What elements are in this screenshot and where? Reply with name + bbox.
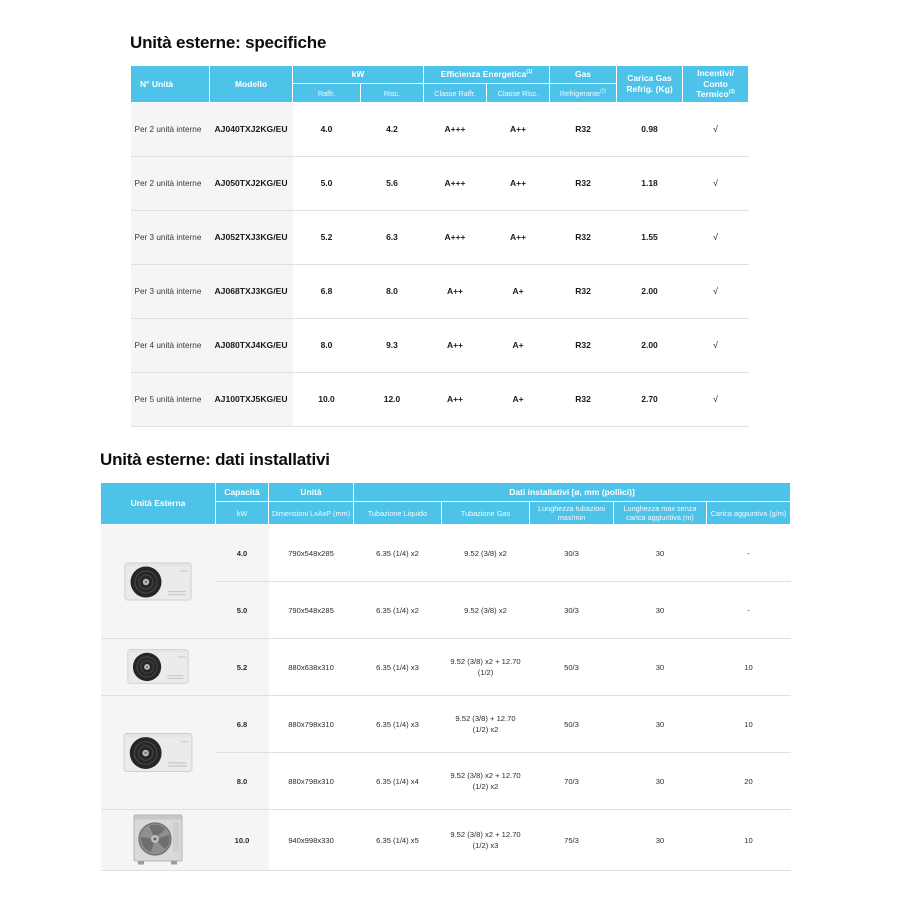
col-group-gas: Gas [550, 66, 617, 84]
cell-classe-risc: A+ [487, 264, 550, 318]
cell-n-unita: Per 4 unità interne [131, 318, 210, 372]
cell-classe-risc: A++ [487, 156, 550, 210]
cell-dimensioni: 940x998x330 [269, 810, 354, 871]
table-row [131, 156, 749, 210]
cell-capacita: 5.2 [216, 639, 269, 696]
cell-dimensioni: 790x548x285 [269, 525, 354, 582]
outdoor-unit-medium-image [101, 696, 216, 810]
cell-modello: AJ050TXJ2KG/EU [210, 156, 293, 210]
cell-lunghezza-max: 30 [614, 582, 707, 639]
col-header-classe-risc: Classe Risc. [487, 84, 550, 102]
cell-classe-risc: A++ [487, 210, 550, 264]
outdoor-unit-medium-image [101, 639, 216, 696]
table-row [101, 639, 791, 696]
col-group-unita: Unità [269, 483, 354, 502]
cell-gas: R32 [550, 318, 617, 372]
cell-capacita: 4.0 [216, 525, 269, 582]
col-header-carica-aggiuntiva: Carica aggiuntiva (g/m) [707, 502, 791, 525]
cell-capacita: 10.0 [216, 810, 269, 871]
cell-modello: AJ068TXJ3KG/EU [210, 264, 293, 318]
cell-lunghezza-tubazioni: 75/3 [530, 810, 614, 871]
cell-n-unita: Per 3 unità interne [131, 210, 210, 264]
cell-lunghezza-max: 30 [614, 753, 707, 810]
col-header-dimensioni: Dimensioni LxAxP (mm) [269, 502, 354, 525]
cell-carica: 2.00 [617, 264, 683, 318]
cell-classe-raffr: A+++ [424, 210, 487, 264]
col-header-tubazione-gas: Tubazione Gas [442, 502, 530, 525]
cell-risc: 6.3 [361, 210, 424, 264]
col-header-carica-gas: Carica Gas Refrig. (Kg) [617, 66, 683, 103]
cell-lunghezza-max: 30 [614, 810, 707, 871]
cell-n-unita: Per 3 unità interne [131, 264, 210, 318]
col-header-modello: Modello [210, 66, 293, 103]
col-header-risc: Risc. [361, 84, 424, 102]
cell-risc: 5.6 [361, 156, 424, 210]
cell-tubazione-gas: 9.52 (3/8) x2 + 12.70 (1/2) [442, 639, 530, 696]
cell-tubazione-liquido: 6.35 (1/4) x2 [354, 582, 442, 639]
cell-modello: AJ100TXJ5KG/EU [210, 372, 293, 426]
col-header-unita-esterna: Unità Esterna [101, 483, 216, 525]
cell-carica: 2.70 [617, 372, 683, 426]
cell-carica: 2.00 [617, 318, 683, 372]
cell-capacita: 8.0 [216, 753, 269, 810]
cell-carica-aggiuntiva: 10 [707, 696, 791, 753]
cell-carica: 0.98 [617, 102, 683, 156]
cell-incentivi-check: √ [683, 372, 749, 426]
cell-dimensioni: 880x798x310 [269, 753, 354, 810]
col-group-dati-installativi: Dati installativi [ø, mm (pollici)] [354, 483, 791, 502]
cell-classe-raffr: A++ [424, 318, 487, 372]
cell-tubazione-gas: 9.52 (3/8) x2 + 12.70 (1/2) x2 [442, 753, 530, 810]
cell-dimensioni: 790x548x285 [269, 582, 354, 639]
cell-risc: 4.2 [361, 102, 424, 156]
cell-incentivi-check: √ [683, 156, 749, 210]
table-specifiche [130, 65, 749, 427]
table-row [131, 372, 749, 426]
cell-n-unita: Per 2 unità interne [131, 156, 210, 210]
section-specifiche [130, 33, 748, 427]
cell-gas: R32 [550, 102, 617, 156]
cell-raffr: 8.0 [293, 318, 361, 372]
cell-dimensioni: 880x798x310 [269, 696, 354, 753]
cell-lunghezza-tubazioni: 30/3 [530, 525, 614, 582]
col-header-incentivi: Incentivi/ Conto Termico$^{(3)}$ [683, 66, 749, 103]
cell-tubazione-liquido: 6.35 (1/4) x3 [354, 639, 442, 696]
cell-lunghezza-tubazioni: 70/3 [530, 753, 614, 810]
cell-carica-aggiuntiva: 10 [707, 810, 791, 871]
cell-classe-raffr: A++ [424, 372, 487, 426]
outdoor-unit-large-image [101, 810, 216, 871]
cell-risc: 12.0 [361, 372, 424, 426]
cell-carica: 1.55 [617, 210, 683, 264]
cell-incentivi-check: √ [683, 102, 749, 156]
cell-classe-risc: A+ [487, 318, 550, 372]
cell-carica-aggiuntiva: - [707, 525, 791, 582]
cell-classe-risc: A++ [487, 102, 550, 156]
table-row [131, 264, 749, 318]
cell-lunghezza-max: 30 [614, 696, 707, 753]
cell-gas: R32 [550, 264, 617, 318]
outdoor-unit-small-image [101, 525, 216, 639]
table-row [101, 696, 791, 753]
cell-classe-raffr: A+++ [424, 156, 487, 210]
cell-raffr: 10.0 [293, 372, 361, 426]
cell-dimensioni: 880x638x310 [269, 639, 354, 696]
cell-capacita: 5.0 [216, 582, 269, 639]
cell-lunghezza-tubazioni: 50/3 [530, 696, 614, 753]
cell-gas: R32 [550, 210, 617, 264]
cell-modello: AJ080TXJ4KG/EU [210, 318, 293, 372]
cell-lunghezza-tubazioni: 50/3 [530, 639, 614, 696]
cell-carica-aggiuntiva: 10 [707, 639, 791, 696]
cell-incentivi-check: √ [683, 264, 749, 318]
cell-raffr: 4.0 [293, 102, 361, 156]
cell-carica-aggiuntiva: - [707, 582, 791, 639]
cell-risc: 9.3 [361, 318, 424, 372]
cell-tubazione-liquido: 6.35 (1/4) x5 [354, 810, 442, 871]
cell-gas: R32 [550, 372, 617, 426]
section-dati-installativi [100, 450, 790, 871]
col-header-n-unita: N° Unità [131, 66, 210, 103]
col-header-lunghezza-max: Lunghezza max senza carica aggiuntiva (m) [614, 502, 707, 525]
cell-gas: R32 [550, 156, 617, 210]
cell-capacita: 6.8 [216, 696, 269, 753]
cell-tubazione-liquido: 6.35 (1/4) x4 [354, 753, 442, 810]
cell-tubazione-gas: 9.52 (3/8) x2 + 12.70 (1/2) x3 [442, 810, 530, 871]
cell-classe-raffr: A+++ [424, 102, 487, 156]
cell-risc: 8.0 [361, 264, 424, 318]
cell-incentivi-check: √ [683, 318, 749, 372]
cell-raffr: 5.2 [293, 210, 361, 264]
table-row [101, 525, 791, 582]
cell-lunghezza-max: 30 [614, 525, 707, 582]
cell-tubazione-gas: 9.52 (3/8) + 12.70 (1/2) x2 [442, 696, 530, 753]
table-dati-installativi [100, 482, 791, 871]
col-group-capacita: Capacità [216, 483, 269, 502]
col-group-kw: kW [293, 66, 424, 84]
table-row [131, 210, 749, 264]
cell-carica-aggiuntiva: 20 [707, 753, 791, 810]
section-title-specifiche: Unità esterne: specifiche [130, 33, 327, 52]
col-header-classe-raffr: Classe Raffr. [424, 84, 487, 102]
table-row [131, 102, 749, 156]
cell-tubazione-gas: 9.52 (3/8) x2 [442, 525, 530, 582]
table-row [101, 810, 791, 871]
cell-tubazione-liquido: 6.35 (1/4) x3 [354, 696, 442, 753]
col-header-lunghezza-tubazioni: Lunghezza tubazioni max/min [530, 502, 614, 525]
col-header-refrigerante: Refrigerante$^{(2)}$ [550, 84, 617, 102]
cell-classe-risc: A+ [487, 372, 550, 426]
cell-lunghezza-tubazioni: 30/3 [530, 582, 614, 639]
cell-incentivi-check: √ [683, 210, 749, 264]
cell-raffr: 6.8 [293, 264, 361, 318]
cell-carica: 1.18 [617, 156, 683, 210]
cell-n-unita: Per 5 unità interne [131, 372, 210, 426]
table-row [131, 318, 749, 372]
col-group-efficienza: Efficienza Energetica$^{(1)}$ [424, 66, 550, 84]
cell-tubazione-liquido: 6.35 (1/4) x2 [354, 525, 442, 582]
cell-raffr: 5.0 [293, 156, 361, 210]
cell-classe-raffr: A++ [424, 264, 487, 318]
col-header-raffr: Raffr. [293, 84, 361, 102]
cell-n-unita: Per 2 unità interne [131, 102, 210, 156]
section-title-dati-installativi: Unità esterne: dati installativi [100, 450, 330, 469]
cell-lunghezza-max: 30 [614, 639, 707, 696]
col-header-kw: kW [216, 502, 269, 525]
col-header-tubazione-liquido: Tubazione Liquido [354, 502, 442, 525]
cell-modello: AJ052TXJ3KG/EU [210, 210, 293, 264]
cell-modello: AJ040TXJ2KG/EU [210, 102, 293, 156]
cell-tubazione-gas: 9.52 (3/8) x2 [442, 582, 530, 639]
